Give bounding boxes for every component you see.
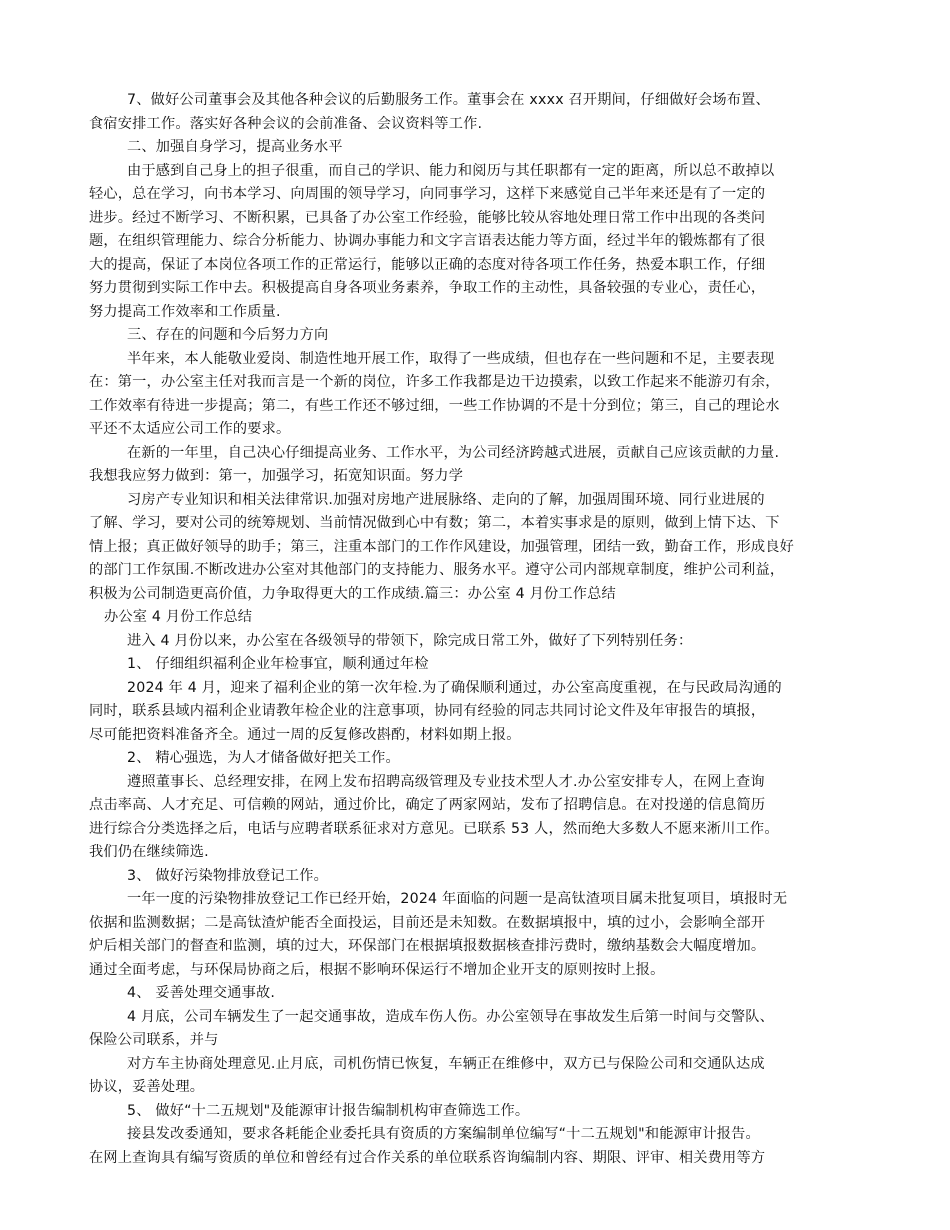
text-line: 食宿安排工作。落实好各种会议的会前准备、会议资料等工作.: [89, 116, 483, 132]
text-line: 了解、学习，要对公司的统筹规划、当前情况做到心中有数；第二，本着实事求是的原则，做到上情下达、下: [89, 515, 780, 531]
text-line: 7、做好公司董事会及其他各种会议的后勤服务工作。董事会在 xxxx 召开期间，仔细做好会场布置、: [127, 92, 770, 108]
text-line: 对方车主协商处理意见.止月底，司机伤情已恢复，车辆正在维修中，双方已与保险公司和交通队达成: [127, 1056, 765, 1072]
text-line: 同时，联系县域内福利企业请教年检企业的注意事项，协同有经验的同志共同讨论文件及年审报告的填报，: [89, 703, 766, 719]
text-line: 通过全面考虑，与环保局协商之后，根据不影响环保运行不增加企业开支的原则按时上报。: [89, 962, 665, 978]
text-line: 积极为公司制造更高价值，力争取得更大的工作成绩.篇三：办公室 4 月份工作总结: [89, 586, 616, 602]
text-line: 进入 4 月份以来，办公室在各级领导的带领下，除完成日常工外，做好了下列特别任务：: [127, 633, 693, 649]
text-line: 半年来，本人能敬业爱岗、制造性地开展工作，取得了一些成绩，但也存在一些问题和不足，主要表现: [127, 351, 775, 367]
text-line: 进步。经过不断学习、不断积累，已具备了办公室工作经验，能够比较从容地处理日常工作中出现的各类问: [89, 210, 766, 226]
text-line: 努力贯彻到实际工作中去。积极提高自身各项业务素养，争取工作的主动性，具备较强的专业心，责任心，: [89, 280, 766, 296]
subtitle: 办公室 4 月份工作总结: [104, 609, 253, 625]
text-line: 保险公司联系，并与: [89, 1032, 219, 1048]
text-line: 2024 年 4 月，迎来了福利企业的第一次年检.为了确保顺利通过，办公室高度重视，在与民政局沟通的: [127, 680, 782, 696]
text-line: 遵照董事长、总经理安排，在网上发布招聘高级管理及专业技术型人才.办公室安排专人，在网上查询: [127, 774, 765, 790]
item-heading: 5、 做好“十二五规划"及能源审计报告编制机构审查筛选工作。: [127, 1103, 530, 1119]
section-heading: 二、加强自身学习，提高业务水平: [127, 139, 343, 155]
text-line: 一年一度的污染物排放登记工作已经开始，2024 年面临的问题一是高钛渣项目属未批复项目，填报时无: [127, 891, 788, 907]
text-line: 由于感到自己身上的担子很重，而自己的学识、能力和阅历与其任职都有一定的距离，所以总不敢掉以: [127, 163, 775, 179]
section-heading: 三、存在的问题和今后努力方向: [127, 327, 329, 343]
text-line: 在新的一年里，自己决心仔细提高业务、工作水平，为公司经济跨越式进展，贡献自己应该贡献的力量.: [127, 445, 780, 461]
text-line: 在网上查询具有编写资质的单位和曾经有过合作关系的单位联系咨询编制内容、期限、评审、相关费用等方: [89, 1150, 766, 1166]
text-line: 题，在组织管理能力、综合分析能力、协调办事能力和文字言语表达能力等方面，经过半年的锻炼都有了很: [89, 233, 766, 249]
text-line: 平还不太适应公司工作的要求。: [89, 421, 291, 437]
text-line: 进行综合分类选择之后，电话与应聘者联系征求对方意见。已联系 53 人，然而绝大多数人不愿来淅川工作。: [89, 821, 779, 837]
text-line: 协议，妥善处理。: [89, 1079, 205, 1095]
text-line: 的部门工作氛围.不断改进办公室对其他部门的支持能力、服务水平。遵守公司内部规章制度，维护公司利益，: [89, 562, 785, 578]
text-line: 努力提高工作效率和工作质量.: [89, 304, 281, 320]
text-line: 工作效率有待进一步提高；第二，有些工作还不够过细，一些工作协调的不是十分到位；第三，自己的理论水: [89, 398, 780, 414]
text-line: 大的提高，保证了本岗位各项工作的正常运行，能够以正确的态度对待各项工作任务，热爱本职工作，仔细: [89, 257, 766, 273]
text-line: 炉后相关部门的督查和监测，填的过大，环保部门在根据填报数据核查排污费时，缴纳基数会大幅度增加。: [89, 938, 766, 954]
text-line: 尽可能把资料准备齐全。通过一周的反复修改斟酌，材料如期上报。: [89, 727, 521, 743]
text-line: 接县发改委通知，要求各耗能企业委托具有资质的方案编制单位编写“十二五规划"和能源审计报告。: [127, 1126, 760, 1142]
text-line: 4 月底，公司车辆发生了一起交通事故，造成车伤人伤。办公室领导在事故发生后第一时间与交警队、: [127, 1009, 774, 1025]
text-line: 我们仍在继续筛选.: [89, 844, 209, 860]
text-line: 习房产专业知识和相关法律常识.加强对房地产进展脉络、走向的了解，加强周围环境、同行业进展的: [127, 492, 765, 508]
item-heading: 1、 仔细组织福利企业年检事宜，顺利通过年检: [127, 656, 429, 672]
text-line: 情上报；真正做好领导的助手；第三，注重本部门的工作作风建设，加强管理，团结一致，勤奋工作，形成良好: [89, 539, 794, 555]
text-line: 点击率高、人才充足、可信赖的网站，通过价比，确定了两家网站，发布了招聘信息。在对投递的信息简历: [89, 797, 766, 813]
item-heading: 4、 妥善处理交通事故.: [127, 985, 276, 1001]
item-heading: 2、 精心强选，为人才储备做好把关工作。: [127, 750, 400, 766]
text-line: 依据和监测数据；二是高钛渣炉能否全面投运，目前还是未知数。在数据填报中，填的过小，会影响全部开: [89, 915, 766, 931]
text-line: 在：第一，办公室主任对我而言是一个新的岗位，许多工作我都是边干边摸索，以致工作起来不能游刃有余，: [89, 374, 780, 390]
text-line: 轻心，总在学习，向书本学习、向周围的领导学习，向同事学习，这样下来感觉自己半年来还是有了一定的: [89, 186, 766, 202]
text-line: 我想我应努力做到：第一，加强学习，拓宽知识面。努力学: [89, 468, 464, 484]
item-heading: 3、 做好污染物排放登记工作。: [127, 868, 328, 884]
